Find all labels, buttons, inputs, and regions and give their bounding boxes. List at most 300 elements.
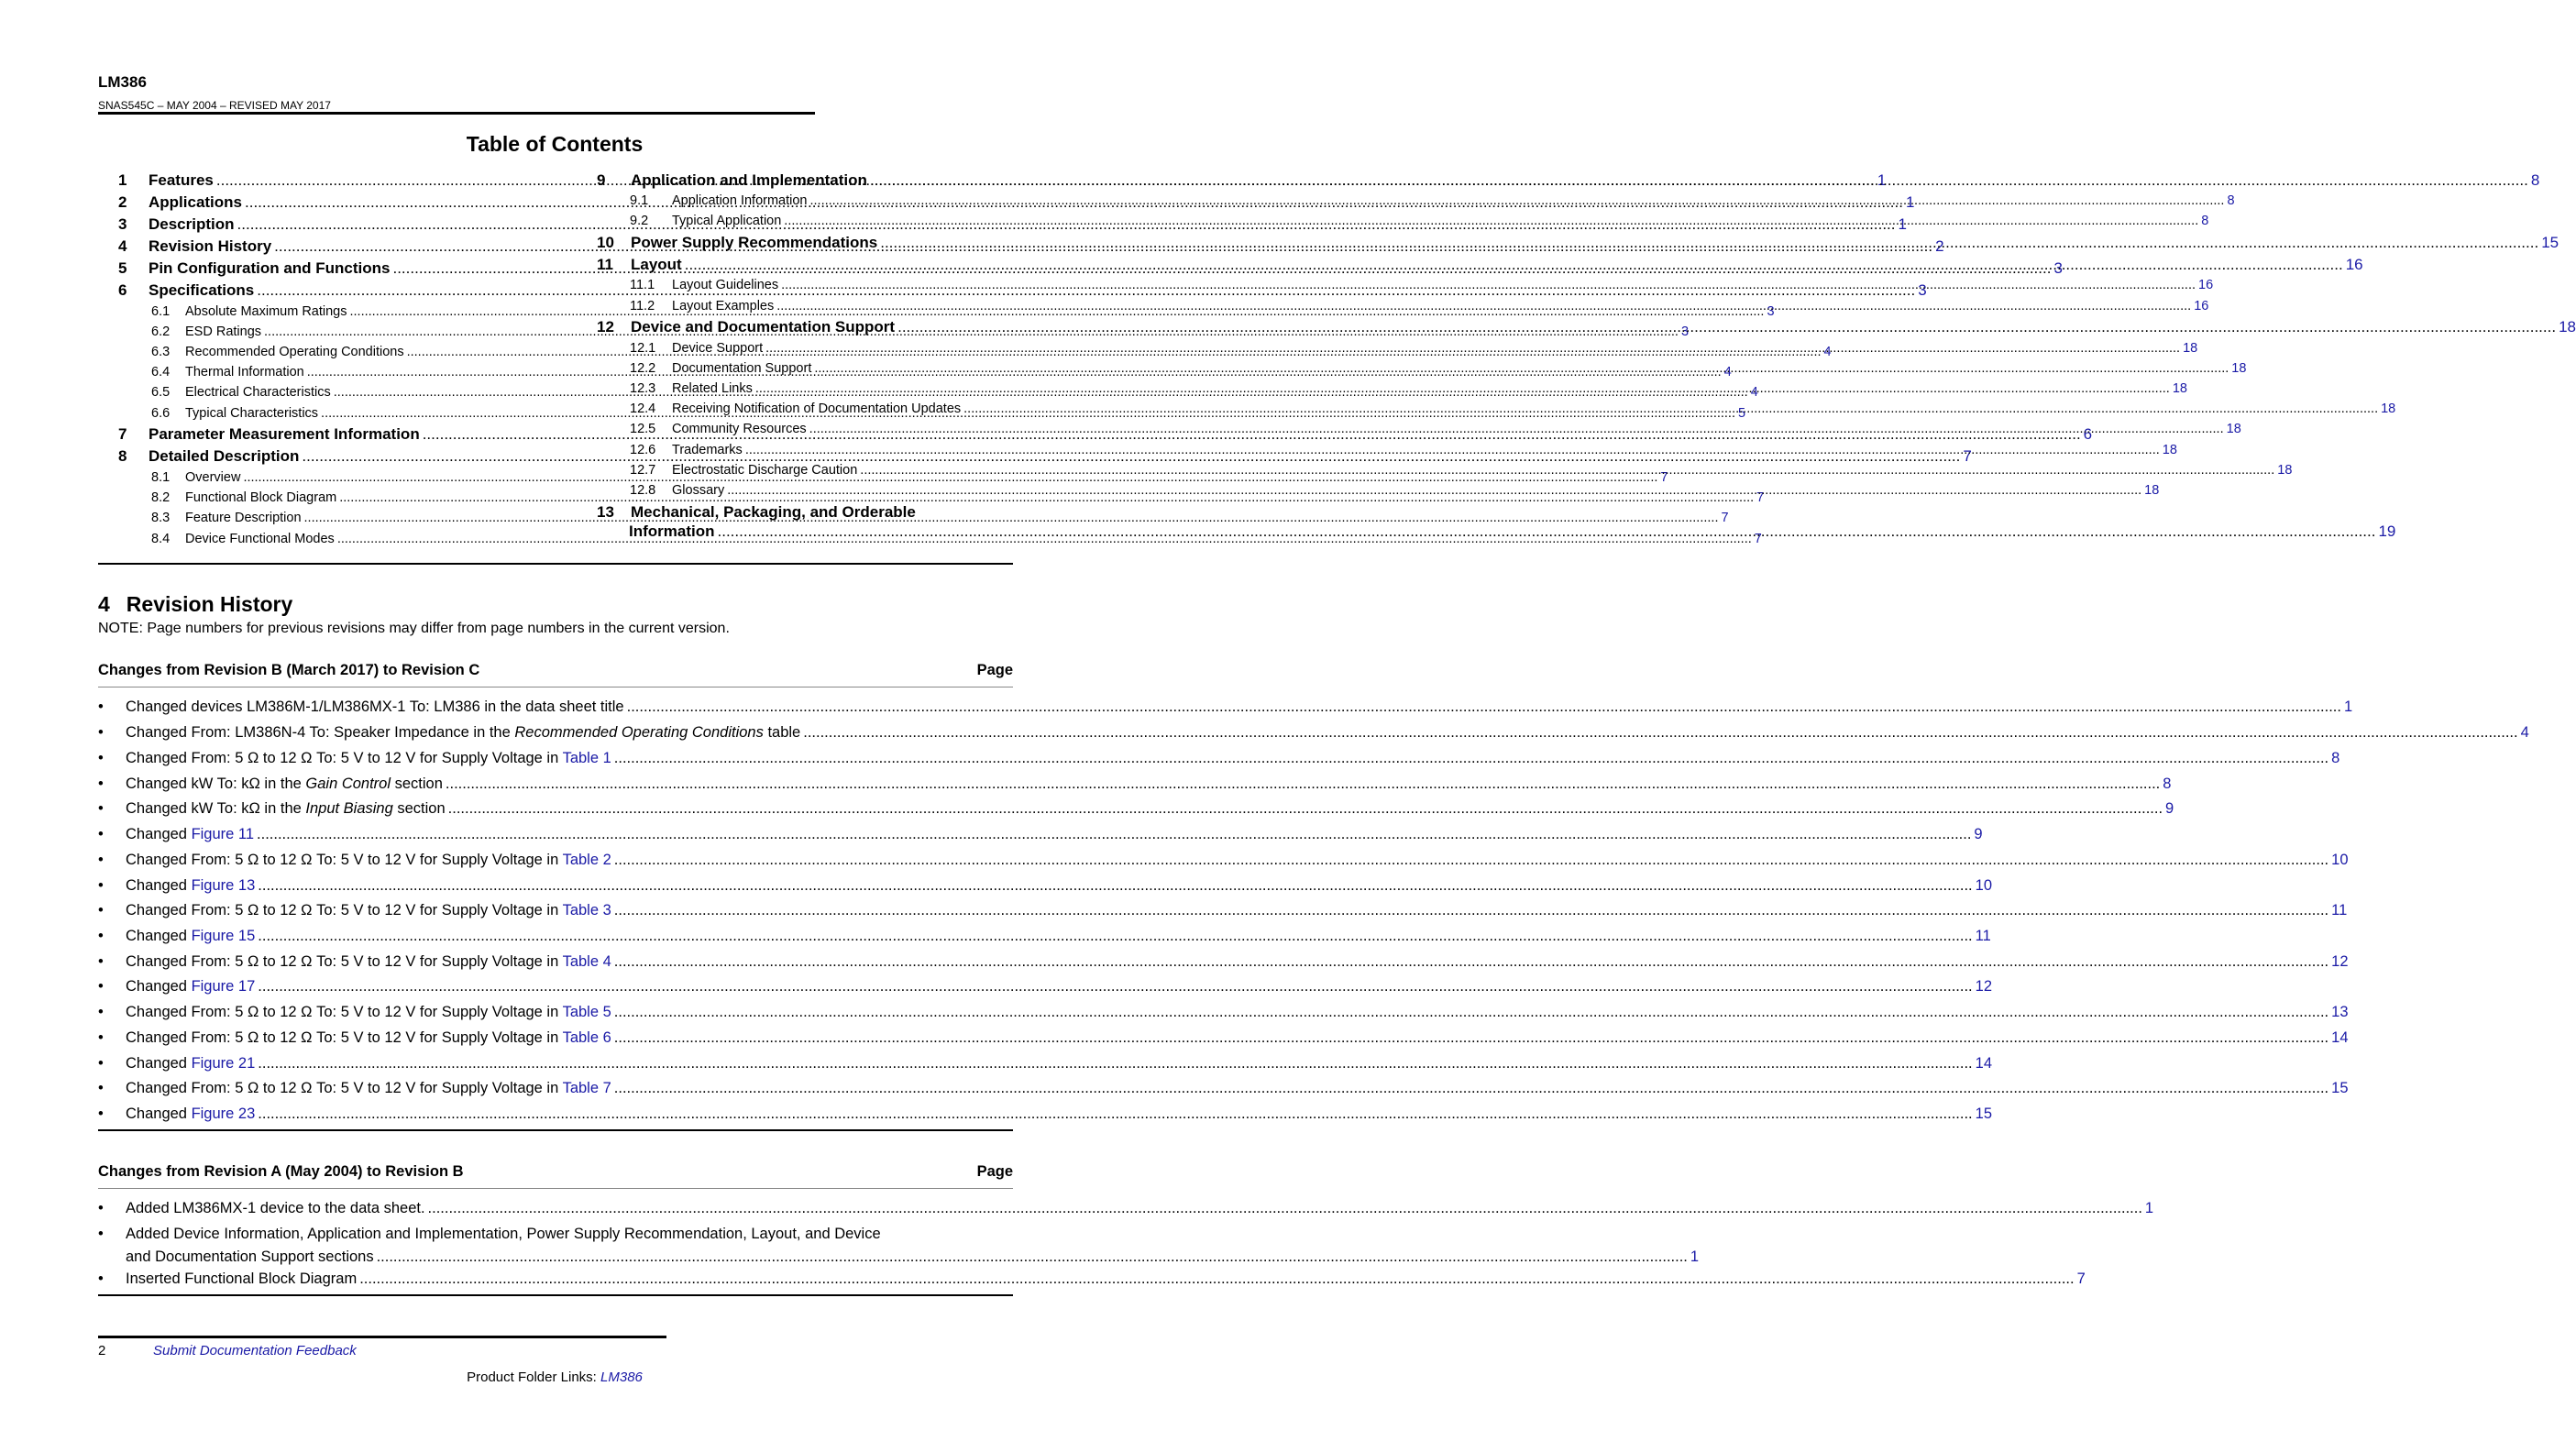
toc-entry-title: Description <box>149 215 235 233</box>
toc-entry-page[interactable]: 3 <box>1680 324 1690 339</box>
dot-leader <box>897 318 2556 336</box>
toc-entry-number: 12.8 <box>630 483 656 498</box>
toc-entry-page[interactable]: 4 <box>1750 385 1758 400</box>
change-cross-ref-link[interactable]: Figure 17 <box>191 978 256 995</box>
toc-entry-number: 8.2 <box>151 490 171 505</box>
section-title: Revision History <box>126 592 293 616</box>
bullet: • <box>98 877 104 894</box>
change-page-link[interactable]: 8 <box>2331 750 2340 766</box>
page-column-label: Page <box>976 1163 1013 1180</box>
change-item <box>98 1029 2349 1047</box>
bullet: • <box>98 852 104 868</box>
page-column-label: Page <box>976 662 1013 678</box>
toc-title: Table of Contents <box>466 132 644 156</box>
toc-entry[interactable] <box>597 256 2363 274</box>
toc-entry[interactable] <box>630 361 2247 376</box>
toc-entry-title: Thermal Information <box>185 365 304 380</box>
dot-leader <box>614 852 2328 869</box>
product-folder-label: Product Folder Links: <box>467 1370 601 1385</box>
dot-leader <box>781 278 2196 292</box>
bullet: • <box>98 1080 104 1096</box>
change-item-text <box>126 800 446 818</box>
change-text: Changed <box>126 1106 192 1122</box>
change-cross-ref-link[interactable]: Figure 11 <box>191 826 255 842</box>
toc-entry-number: 3 <box>118 215 127 233</box>
toc-entry[interactable] <box>630 193 2235 208</box>
change-cross-ref-link[interactable]: Figure 23 <box>191 1106 256 1122</box>
change-cross-ref-link[interactable]: Figure 15 <box>191 928 256 944</box>
toc-entry-title: Revision History <box>149 237 272 255</box>
change-item-text <box>126 852 611 869</box>
toc-separator <box>98 563 1013 565</box>
doc-title: LM386 <box>98 73 147 91</box>
toc-entry-title: Pin Configuration and Functions <box>149 259 391 277</box>
change-text: Changed kW To: kΩ in the <box>126 776 306 792</box>
toc-entry[interactable] <box>597 318 2576 336</box>
section-number: 4 <box>98 592 110 616</box>
feedback-link[interactable]: Submit Documentation Feedback <box>153 1343 357 1358</box>
dot-leader <box>258 928 1972 945</box>
dot-leader <box>614 1004 2328 1021</box>
toc-entry-number: 9.2 <box>630 214 649 228</box>
toc-entry-number: 12.1 <box>630 341 656 356</box>
toc-entry-title: Features <box>149 171 214 189</box>
change-item <box>98 1055 1993 1072</box>
toc-entry-page[interactable]: 18 <box>2559 318 2576 336</box>
change-page-link[interactable]: 4 <box>2520 724 2529 741</box>
change-item <box>98 724 2529 742</box>
change-text-tail: section <box>392 800 446 817</box>
bullet: • <box>98 1004 104 1020</box>
change-page-link[interactable]: 12 <box>2331 953 2349 970</box>
toc-entry[interactable] <box>151 532 1762 546</box>
changes-group-end-rule <box>98 1294 1013 1296</box>
dot-leader <box>809 422 2224 436</box>
dot-leader <box>880 234 2538 252</box>
toc-entry-page[interactable]: 16 <box>2194 299 2209 314</box>
change-item <box>98 1080 2349 1097</box>
toc-entry-number: 8.3 <box>151 511 171 525</box>
toc-entry-number: 12.2 <box>630 361 656 376</box>
bullet: • <box>98 928 104 944</box>
toc-entry-number: 11 <box>597 256 613 273</box>
toc-entry[interactable] <box>630 443 2177 457</box>
change-cross-ref-link[interactable]: Figure 21 <box>191 1055 256 1072</box>
change-item-text <box>126 902 611 919</box>
dot-leader <box>870 171 2528 190</box>
change-item-text <box>126 1004 611 1021</box>
change-item <box>98 1004 2349 1021</box>
change-item <box>98 1270 2086 1288</box>
change-page-link[interactable]: 9 <box>2165 800 2174 817</box>
toc-entry-number: 13 <box>597 503 614 521</box>
toc-entry-title: Detailed Description <box>149 447 300 465</box>
change-text: Changed From: 5 Ω to 12 Ω To: 5 V to 12 V for Supply Voltage in <box>126 902 563 918</box>
toc-entry-number: 12.4 <box>630 402 656 416</box>
change-cross-ref-link[interactable]: Table 5 <box>562 1004 611 1020</box>
toc-entry-title: Device and Documentation Support <box>631 318 896 336</box>
changes-group-heading <box>98 1163 1013 1181</box>
dot-leader <box>810 193 2225 208</box>
bullet: • <box>98 1029 104 1046</box>
heading-underline <box>98 687 1013 688</box>
toc-entry-page[interactable]: 8 <box>2530 171 2540 189</box>
toc-entry[interactable] <box>630 483 2160 498</box>
dot-leader <box>446 776 2160 793</box>
toc-entry-page[interactable]: 18 <box>2381 402 2396 416</box>
toc-entry-page[interactable]: 18 <box>2183 341 2198 356</box>
change-page-link[interactable]: 15 <box>1975 1106 1993 1122</box>
change-page-link[interactable]: 14 <box>1975 1055 1993 1072</box>
change-item-text <box>126 698 624 716</box>
change-text: Changed From: LM386N-4 To: Speaker Impedance in the <box>126 724 515 741</box>
toc-entry[interactable] <box>630 463 2293 478</box>
toc-entry-title: Typical Application <box>672 214 782 228</box>
toc-entry[interactable] <box>630 402 2396 416</box>
change-item-text <box>126 978 255 996</box>
bullet: • <box>98 1270 104 1287</box>
change-page-link[interactable]: 11 <box>2331 902 2348 918</box>
toc-entry-page[interactable]: 15 <box>2541 234 2559 251</box>
change-item <box>98 750 2340 767</box>
toc-entry-title: Specifications <box>149 281 255 299</box>
change-item <box>98 953 2349 971</box>
change-page-link[interactable]: 12 <box>1975 978 1993 995</box>
change-item-text <box>126 1029 611 1047</box>
change-section-ref: Input Biasing <box>305 800 393 817</box>
toc-entry-title: Electrical Characteristics <box>185 385 331 400</box>
toc-entry-title: Electrostatic Discharge Caution <box>672 463 858 478</box>
toc-entry-title: Application and Implementation <box>631 171 867 189</box>
change-text-tail: table <box>763 724 801 741</box>
toc-entry-title: Trademarks <box>672 443 743 457</box>
toc-entry-title: Community Resources <box>672 422 807 436</box>
bullet: • <box>98 1055 104 1072</box>
change-item <box>98 698 2353 716</box>
change-page-link[interactable]: 14 <box>2331 1029 2349 1046</box>
changes-heading-text: Changes from Revision A (May 2004) to Revision B <box>98 1163 464 1180</box>
toc-entry-title: Layout Examples <box>672 299 775 314</box>
toc-entry-number: 6.1 <box>151 304 171 319</box>
change-item-text <box>126 928 255 945</box>
change-line-2 <box>126 1248 1699 1266</box>
dot-leader <box>627 698 2341 716</box>
toc-entry-number: 8 <box>118 447 127 465</box>
toc-entry-page[interactable]: 7 <box>1721 511 1729 525</box>
toc-entry-page[interactable]: 7 <box>1963 447 1972 465</box>
bullet: • <box>98 800 104 817</box>
product-link[interactable]: LM386 <box>600 1370 643 1385</box>
toc-entry-title: Parameter Measurement Information <box>149 425 420 443</box>
toc-entry-number: 1 <box>118 171 127 189</box>
toc-entry-number: 6.3 <box>151 345 171 359</box>
toc-entry-title: Device Functional Modes <box>185 532 335 546</box>
dot-leader <box>784 214 2198 228</box>
change-text: Changed From: 5 Ω to 12 Ω To: 5 V to 12 V for Supply Voltage in <box>126 1004 563 1020</box>
bullet: • <box>98 776 104 792</box>
dot-leader <box>755 381 2170 396</box>
header-rule <box>98 112 815 115</box>
heading-underline <box>98 1188 1013 1189</box>
dot-leader <box>860 463 2274 478</box>
toc-entry-number: 10 <box>597 234 614 251</box>
toc-entry-number: 9 <box>597 171 606 189</box>
toc-entry-number: 6.5 <box>151 385 171 400</box>
bullet: • <box>98 902 104 918</box>
change-item <box>98 800 2174 818</box>
dot-leader <box>258 978 1972 996</box>
change-item-text <box>126 1080 611 1097</box>
toc-entry-number: 12.6 <box>630 443 656 457</box>
change-page-link[interactable]: 15 <box>2331 1080 2349 1096</box>
change-page-link[interactable]: 1 <box>1690 1248 1700 1265</box>
toc-entry[interactable] <box>597 171 2540 190</box>
toc-entry-title: Receiving Notification of Documentation Updates <box>672 402 962 416</box>
toc-entry-page[interactable]: 1 <box>1905 193 1915 211</box>
toc-entry-title: Overview <box>185 470 241 485</box>
change-section-ref: Gain Control <box>305 776 391 792</box>
change-text: Changed <box>126 826 192 842</box>
dot-leader <box>614 1080 2328 1097</box>
change-item-text <box>126 1106 255 1123</box>
footer-page-number: 2 <box>98 1343 106 1358</box>
toc-entry-page[interactable]: 18 <box>2277 463 2293 478</box>
toc-entry[interactable] <box>630 299 2209 314</box>
dot-leader <box>803 724 2517 742</box>
toc-entry-title: Typical Characteristics <box>185 406 319 421</box>
toc-entry-page[interactable]: 8 <box>2227 193 2235 208</box>
bullet: • <box>98 978 104 995</box>
dot-leader <box>614 902 2328 919</box>
change-item <box>98 928 1991 945</box>
dot-leader <box>257 826 1971 843</box>
change-line-2-text: and Documentation Support sections <box>126 1248 374 1265</box>
change-item-text <box>126 724 800 742</box>
change-page-link[interactable]: 11 <box>1975 928 1991 944</box>
toc-entry-page[interactable]: 19 <box>2378 522 2396 540</box>
toc-entry-title: Functional Block Diagram <box>185 490 337 505</box>
toc-entry-number: 6.6 <box>151 406 171 421</box>
change-item-text <box>126 750 611 767</box>
change-item <box>98 978 1993 996</box>
footer-rule <box>98 1336 666 1338</box>
toc-entry-page[interactable]: 7 <box>1754 532 1762 546</box>
dot-leader <box>685 256 2343 274</box>
toc-entry-page[interactable]: 6 <box>2083 425 2093 443</box>
change-page-link[interactable]: 1 <box>2144 1200 2154 1216</box>
changes-heading-text: Changes from Revision B (March 2017) to Revision C <box>98 662 480 678</box>
toc-entry-title: Glossary <box>672 483 725 498</box>
bullet: • <box>98 953 104 970</box>
bullet: • <box>98 698 104 715</box>
toc-entry-page[interactable]: 18 <box>2144 483 2160 498</box>
dot-leader <box>814 361 2229 376</box>
change-item-text <box>126 1270 357 1288</box>
change-item <box>98 1106 1993 1123</box>
toc-entry-page[interactable]: 3 <box>1918 281 1927 299</box>
change-item-text <box>126 1200 425 1217</box>
changes-group-heading <box>98 662 1013 679</box>
toc-entry-page[interactable]: 18 <box>2162 443 2177 457</box>
dot-leader <box>765 341 2180 356</box>
change-line-1: Added Device Information, Application and Implementation, Power Supply Recommendation, Layout, and Device <box>126 1226 881 1242</box>
toc-entry[interactable] <box>630 422 2241 436</box>
change-text: Changed <box>126 1055 192 1072</box>
toc-entry[interactable] <box>630 278 2214 292</box>
change-cross-ref-link[interactable]: Table 3 <box>562 902 611 918</box>
toc-entry-number: 8.4 <box>151 532 171 546</box>
toc-entry-page[interactable]: 16 <box>2345 256 2363 273</box>
change-text: Changed <box>126 928 192 944</box>
change-item <box>98 1200 2154 1217</box>
change-text: Inserted Functional Block Diagram <box>126 1270 358 1287</box>
change-text: Added LM386MX-1 device to the data sheet. <box>126 1200 425 1216</box>
bullet: • <box>98 1106 104 1122</box>
toc-entry-page[interactable]: 7 <box>1660 470 1668 485</box>
dot-leader <box>428 1200 2142 1217</box>
dot-leader <box>745 443 2160 457</box>
toc-entry-title: Documentation Support <box>672 361 812 376</box>
changes-group-end-rule <box>98 1129 1013 1131</box>
toc-entry-title: Absolute Maximum Ratings <box>185 304 347 319</box>
toc-entry-title: Mechanical, Packaging, and Orderable <box>631 503 916 521</box>
toc-entry-page[interactable]: 3 <box>1767 304 1775 319</box>
toc-entry-number: 11.1 <box>630 278 655 292</box>
toc-entry-number: 11.2 <box>630 299 655 314</box>
change-text: Changed <box>126 877 192 894</box>
change-page-link[interactable]: 9 <box>1974 826 1983 842</box>
toc-entry-number: 12.7 <box>630 463 656 478</box>
toc-entry-number: 6 <box>118 281 127 299</box>
change-item-text <box>126 1055 255 1072</box>
change-item-text <box>126 1226 1699 1266</box>
toc-entry-page[interactable]: 1 <box>1877 171 1887 189</box>
change-page-link[interactable]: 10 <box>2331 852 2349 868</box>
toc-entry[interactable] <box>630 381 2187 396</box>
dot-leader <box>614 1029 2328 1047</box>
change-item <box>98 877 1993 895</box>
toc-entry-title: Feature Description <box>185 511 302 525</box>
change-cross-ref-link[interactable]: Figure 13 <box>191 877 256 894</box>
change-text: Changed From: 5 Ω to 12 Ω To: 5 V to 12 V for Supply Voltage in <box>126 1080 563 1096</box>
toc-entry-page[interactable]: 4 <box>1723 365 1732 380</box>
toc-entry-number: 12.5 <box>630 422 656 436</box>
toc-entry-page[interactable]: 18 <box>2231 361 2247 376</box>
change-page-link[interactable]: 10 <box>1975 877 1993 894</box>
change-text: Changed From: 5 Ω to 12 Ω To: 5 V to 12 V for Supply Voltage in <box>126 953 563 970</box>
doc-number: SNAS545C – MAY 2004 – REVISED MAY 2017 <box>98 99 331 112</box>
bullet: • <box>98 750 104 766</box>
change-item <box>98 826 1983 843</box>
change-item-text <box>126 826 254 843</box>
revision-note: NOTE: Page numbers for previous revisions may differ from page numbers in the current version. <box>98 621 730 636</box>
dot-leader <box>727 483 2141 498</box>
toc-entry-page[interactable]: 4 <box>1823 345 1832 359</box>
dot-leader <box>377 1248 1688 1266</box>
toc-entry-page[interactable]: 18 <box>2172 381 2187 396</box>
change-text: Changed From: 5 Ω to 12 Ω To: 5 V to 12 V for Supply Voltage in <box>126 852 563 868</box>
toc-entry-page[interactable]: 16 <box>2198 278 2214 292</box>
toc-entry-title: Information <box>629 522 715 540</box>
change-text: Changed devices LM386M-1/LM386MX-1 To: LM386 in the data sheet title <box>126 698 624 715</box>
toc-entry[interactable] <box>630 341 2198 356</box>
toc-entry-number: 6.4 <box>151 365 171 380</box>
toc-entry-page[interactable]: 18 <box>2226 422 2241 436</box>
change-cross-ref-link[interactable]: Table 6 <box>562 1029 611 1046</box>
change-text-tail: section <box>391 776 443 792</box>
toc-entry-title: Recommended Operating Conditions <box>185 345 404 359</box>
change-item <box>98 852 2349 869</box>
bullet: • <box>98 724 104 741</box>
toc-entry-page[interactable]: 5 <box>1738 406 1746 421</box>
bullet: • <box>98 826 104 842</box>
toc-entry[interactable] <box>597 503 1013 522</box>
change-text: Changed From: 5 Ω to 12 Ω To: 5 V to 12 V for Supply Voltage in <box>126 1029 563 1046</box>
dot-leader <box>718 522 2376 541</box>
toc-entry-title: Related Links <box>672 381 753 396</box>
toc-entry-number: 12.3 <box>630 381 656 396</box>
toc-entry-number: 7 <box>118 425 127 443</box>
dot-leader <box>614 953 2328 971</box>
toc-entry-page[interactable]: 1 <box>1898 215 1907 233</box>
toc-entry-title: Power Supply Recommendations <box>631 234 878 251</box>
change-item-text <box>126 776 443 793</box>
toc-entry-number: 2 <box>118 193 127 211</box>
dot-leader <box>776 299 2191 314</box>
toc-entry-title: Application Information <box>672 193 808 208</box>
product-folder-links <box>0 1370 1109 1385</box>
toc-entry-page[interactable]: 3 <box>2053 259 2063 277</box>
change-cross-ref-link[interactable]: Table 7 <box>562 1080 611 1096</box>
toc-entry-page[interactable]: 8 <box>2201 214 2209 228</box>
change-item <box>98 776 2172 793</box>
toc-entry-continued[interactable] <box>629 522 2396 541</box>
toc-entry[interactable] <box>597 234 2559 252</box>
toc-entry-title: Layout <box>631 256 682 273</box>
dot-leader <box>448 800 2163 818</box>
change-page-link[interactable]: 13 <box>2331 1004 2349 1020</box>
dot-leader <box>359 1270 2074 1288</box>
toc-entry-title: Applications <box>149 193 243 211</box>
change-cross-ref-link[interactable]: Table 2 <box>562 852 611 868</box>
change-cross-ref-link[interactable]: Table 1 <box>562 750 611 766</box>
bullet: • <box>98 1200 104 1216</box>
toc-entry-title: Layout Guidelines <box>672 278 779 292</box>
toc-entry-number: 4 <box>118 237 127 255</box>
change-page-link[interactable]: 1 <box>2343 698 2353 715</box>
toc-entry-number: 9.1 <box>630 193 649 208</box>
change-item <box>98 1226 1700 1266</box>
toc-entry[interactable] <box>630 214 2209 228</box>
change-page-link[interactable]: 8 <box>2163 776 2172 792</box>
section-heading <box>98 592 292 617</box>
change-section-ref: Recommended Operating Conditions <box>514 724 764 741</box>
dot-leader <box>258 877 1972 895</box>
dot-leader <box>614 750 2328 767</box>
change-text: Changed kW To: kΩ in the <box>126 800 306 817</box>
change-cross-ref-link[interactable]: Table 4 <box>562 953 611 970</box>
toc-entry-page[interactable]: 2 <box>1935 237 1944 255</box>
toc-entry-title: Device Support <box>672 341 764 356</box>
toc-entry-number: 6.2 <box>151 324 171 339</box>
toc-entry-number: 8.1 <box>151 470 171 485</box>
bullet: • <box>98 1226 104 1242</box>
change-item-text <box>126 953 611 971</box>
toc-entry-page[interactable]: 7 <box>1756 490 1765 505</box>
change-item <box>98 902 2348 919</box>
change-page-link[interactable]: 7 <box>2076 1270 2086 1287</box>
change-item-text <box>126 877 255 895</box>
